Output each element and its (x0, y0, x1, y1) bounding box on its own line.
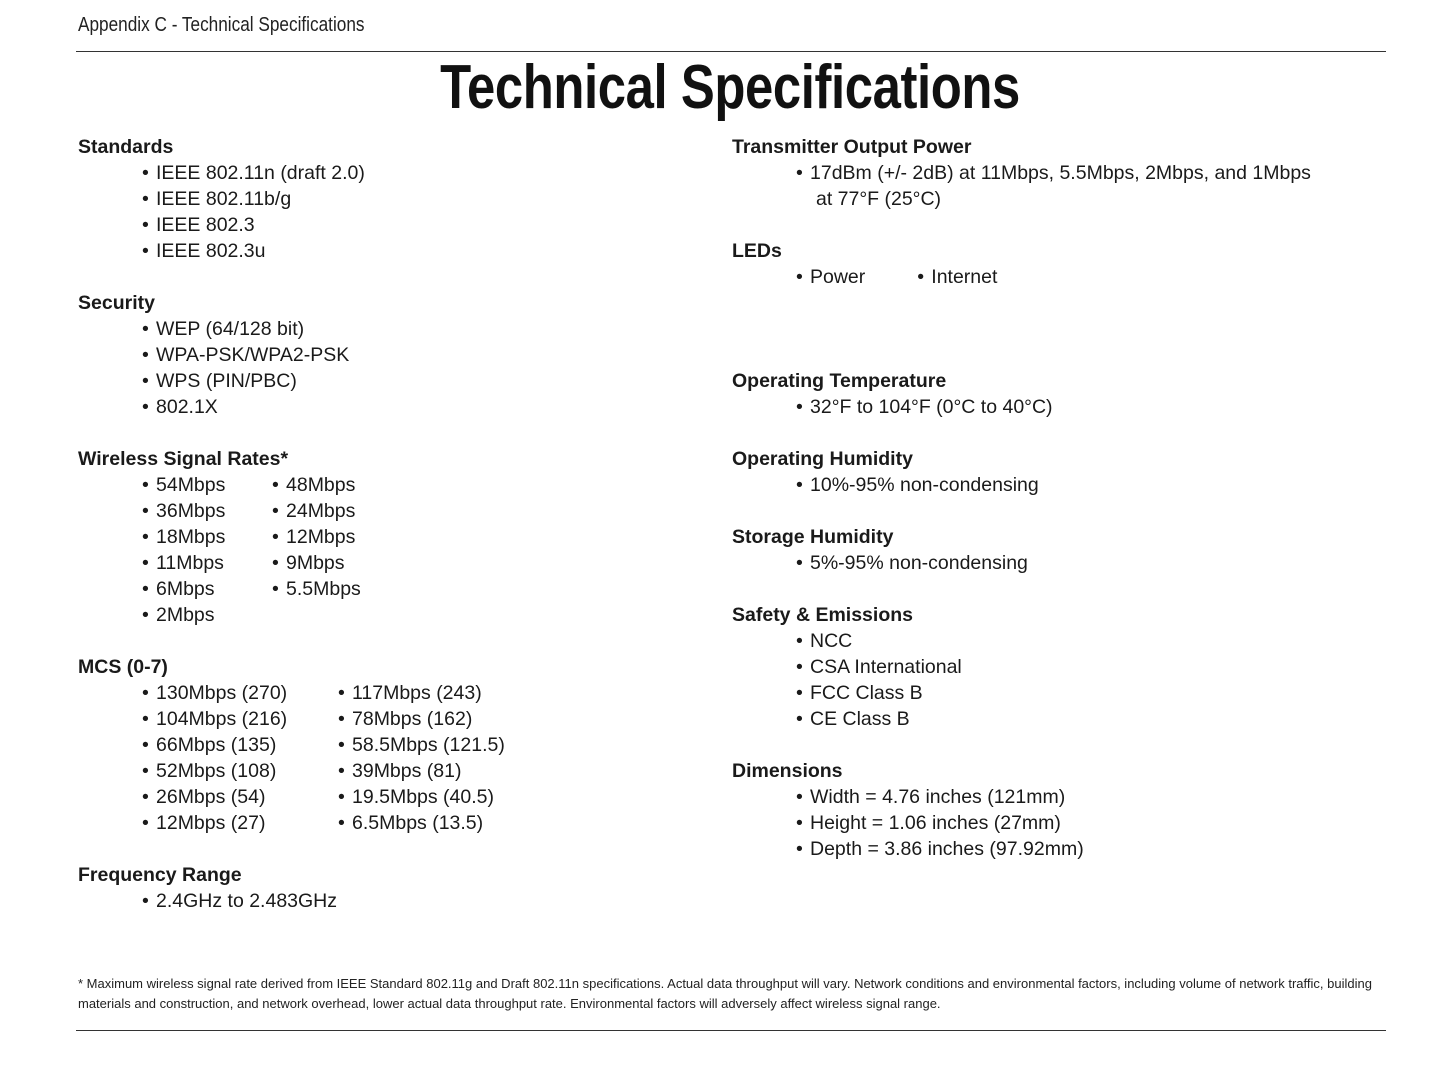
section-title: MCS (0-7) (78, 656, 168, 678)
list-item (917, 264, 997, 290)
item-text: 18Mbps (156, 526, 226, 548)
section-title: Operating Humidity (732, 448, 913, 470)
bullet: • (796, 786, 803, 808)
bullet: • (796, 656, 803, 678)
item-text: 11Mbps (156, 552, 224, 574)
bullet: • (796, 474, 803, 496)
item-text: 66Mbps (135) (156, 734, 277, 756)
item-text: 24Mbps (286, 500, 356, 522)
item-list (732, 264, 1392, 290)
bullet: • (142, 370, 149, 392)
section-title: Wireless Signal Rates* (78, 448, 289, 470)
section-title: Dimensions (732, 760, 843, 782)
item-list (732, 394, 1392, 420)
bullet: • (142, 500, 149, 522)
item-text: FCC Class B (810, 682, 923, 704)
item-text: 6Mbps (156, 578, 215, 600)
list-item (338, 706, 558, 732)
list-item (142, 498, 272, 524)
item-text: 17dBm (+/- 2dB) at 11Mbps, 5.5Mbps, 2Mbps, and 1Mbps (810, 162, 1311, 184)
bullet: • (142, 188, 149, 210)
section-title: LEDs (732, 240, 782, 262)
item-text: 5%-95% non-condensing (810, 552, 1028, 574)
bullet: • (272, 578, 279, 600)
bullet: • (142, 760, 149, 782)
list-item (338, 810, 558, 836)
safety-emissions-section (732, 602, 1392, 732)
item-list (78, 160, 718, 264)
section-title: Standards (78, 136, 174, 158)
header-label: Appendix C - Technical Specifications (78, 14, 365, 36)
item-text: 39Mbps (81) (352, 760, 462, 782)
right-column (732, 134, 1392, 862)
footnote: * Maximum wireless signal rate derived from IEEE Standard 802.11g and Draft 802.11n specifications. Actual data throughput will vary. Network conditions and environmental factors, including volume of network traffic, building materials and construction, and network overhead, lower actual data throughput rate. Environmental factors will adversely affect wireless signal range. (78, 976, 1372, 1011)
bullet: • (338, 734, 345, 756)
item-text: 117Mbps (243) (352, 682, 482, 704)
item-text: Height = 1.06 inches (27mm) (810, 812, 1061, 834)
bullet: • (142, 734, 149, 756)
item-list (732, 784, 1392, 862)
list-item (796, 836, 1392, 862)
bullet: • (338, 812, 345, 834)
bullet: • (338, 760, 345, 782)
item-text: 2Mbps (156, 604, 215, 626)
list-item (272, 472, 412, 498)
item-text: Power (810, 266, 866, 288)
item-text: 19.5Mbps (40.5) (352, 786, 494, 808)
bullet: • (142, 344, 149, 366)
list-item (142, 160, 718, 186)
bullet: • (142, 812, 149, 834)
item-text: 32°F to 104°F (0°C to 40°C) (810, 396, 1053, 418)
item-text: 52Mbps (108) (156, 760, 277, 782)
left-column (78, 134, 718, 914)
section-title: Frequency Range (78, 864, 242, 886)
list-item (142, 316, 718, 342)
list-item (142, 472, 272, 498)
bullet: • (796, 812, 803, 834)
bullet: • (142, 786, 149, 808)
list-item (142, 888, 718, 914)
item-text: NCC (810, 630, 853, 652)
item-text: 130Mbps (270) (156, 682, 288, 704)
tx-line-1 (796, 160, 1392, 186)
bullet: • (272, 474, 279, 496)
list-item (796, 784, 1392, 810)
item-text: 36Mbps (156, 500, 226, 522)
list-item (142, 368, 718, 394)
item-text: 104Mbps (216) (156, 708, 288, 730)
item-list (78, 316, 718, 420)
bullet: • (796, 708, 803, 730)
page-title: Technical Specifications (440, 53, 1020, 122)
item-text: Width = 4.76 inches (121mm) (810, 786, 1066, 808)
dimensions-section (732, 758, 1392, 862)
standards-section (78, 134, 718, 264)
list-item (272, 498, 412, 524)
item-text: 58.5Mbps (121.5) (352, 734, 505, 756)
item-text: IEEE 802.11b/g (156, 188, 292, 210)
bullet: • (796, 682, 803, 704)
list-item (142, 680, 338, 706)
bullet: • (142, 396, 149, 418)
list-item (796, 550, 1392, 576)
list-item (142, 212, 718, 238)
list-item (338, 732, 558, 758)
wireless-signal-rates-section (78, 446, 718, 628)
bullet: • (796, 838, 803, 860)
bullet: • (142, 240, 149, 262)
list-item (796, 680, 1392, 706)
list-item (142, 576, 272, 602)
bullet: • (796, 396, 803, 418)
section-title: Transmitter Output Power (732, 136, 972, 158)
item-grid (78, 472, 718, 628)
bullet: • (142, 552, 149, 574)
item-text: 9Mbps (286, 552, 345, 574)
list-item (796, 654, 1392, 680)
section-title: Storage Humidity (732, 526, 894, 548)
item-text: 78Mbps (162) (352, 708, 473, 730)
item-text: 10%-95% non-condensing (810, 474, 1039, 496)
list-item (338, 680, 558, 706)
list-item (142, 394, 718, 420)
item-text: IEEE 802.3u (156, 240, 266, 262)
bullet: • (796, 266, 803, 288)
item-text: Depth = 3.86 inches (97.92mm) (810, 838, 1084, 860)
bullet: • (142, 682, 149, 704)
list-item (796, 394, 1392, 420)
bullet: • (142, 604, 149, 626)
item-text: 802.1X (156, 396, 218, 418)
item-list (78, 888, 718, 914)
tx-line-2: at 77°F (25°C) (816, 188, 942, 210)
item-text: 2.4GHz to 2.483GHz (156, 890, 338, 912)
item-text: CSA International (810, 656, 962, 678)
item-list (732, 472, 1392, 498)
item-text: 48Mbps (286, 474, 356, 496)
item-text: CE Class B (810, 708, 910, 730)
item-text: WPA-PSK/WPA2-PSK (156, 344, 350, 366)
list-item (142, 784, 338, 810)
list-item (142, 758, 338, 784)
item-text: 5.5Mbps (286, 578, 361, 600)
list-item (142, 238, 718, 264)
list-item (272, 576, 412, 602)
list-item (142, 550, 272, 576)
storage-humidity-section (732, 524, 1392, 576)
transmitter-output-power-section (732, 134, 1392, 212)
item-text: Internet (931, 266, 998, 288)
mcs-section (78, 654, 718, 836)
list-item (796, 264, 865, 290)
list-item (338, 758, 558, 784)
item-grid (78, 680, 718, 836)
list-item (272, 550, 412, 576)
operating-humidity-section (732, 446, 1392, 498)
bullet: • (272, 526, 279, 548)
bullet: • (142, 578, 149, 600)
section-title: Operating Temperature (732, 370, 947, 392)
operating-temperature-section (732, 368, 1392, 420)
bullet: • (142, 162, 149, 184)
bullet: • (142, 318, 149, 340)
list-item (142, 732, 338, 758)
list-item (142, 342, 718, 368)
list-item (142, 186, 718, 212)
list-item (338, 784, 558, 810)
bullet: • (272, 500, 279, 522)
bullet: • (272, 552, 279, 574)
footer-rule (76, 1030, 1386, 1031)
bullet: • (796, 630, 803, 652)
section-title: Security (78, 292, 155, 314)
item-text: WPS (PIN/PBC) (156, 370, 297, 392)
bullet: • (338, 708, 345, 730)
list-item (796, 706, 1392, 732)
list-item (142, 810, 338, 836)
bullet: • (142, 214, 149, 236)
item-text: WEP (64/128 bit) (156, 318, 305, 340)
list-item (796, 810, 1392, 836)
item-text: 6.5Mbps (13.5) (352, 812, 484, 834)
bullet: • (142, 526, 149, 548)
item-text: IEEE 802.3 (156, 214, 255, 236)
list-item (142, 706, 338, 732)
list-item (142, 602, 272, 628)
bullet: • (796, 552, 803, 574)
leds-section (732, 238, 1392, 290)
item-list (732, 550, 1392, 576)
frequency-range-section (78, 862, 718, 914)
bullet: • (338, 682, 345, 704)
bullet: • (142, 474, 149, 496)
item-text: 12Mbps (27) (156, 812, 266, 834)
bullet: • (338, 786, 345, 808)
item-text: IEEE 802.11n (draft 2.0) (156, 162, 365, 184)
item-text: 26Mbps (54) (156, 786, 266, 808)
item-text: 12Mbps (286, 526, 356, 548)
bullet: • (142, 708, 149, 730)
list-item (796, 472, 1392, 498)
list-item (272, 524, 412, 550)
list-item (732, 160, 1392, 212)
item-list (732, 628, 1392, 732)
list-item (796, 628, 1392, 654)
item-text: 54Mbps (156, 474, 226, 496)
bullet: • (917, 266, 925, 288)
section-title: Safety & Emissions (732, 604, 913, 626)
bullet: • (142, 890, 149, 912)
security-section (78, 290, 718, 420)
list-item (142, 524, 272, 550)
bullet: • (796, 162, 803, 184)
